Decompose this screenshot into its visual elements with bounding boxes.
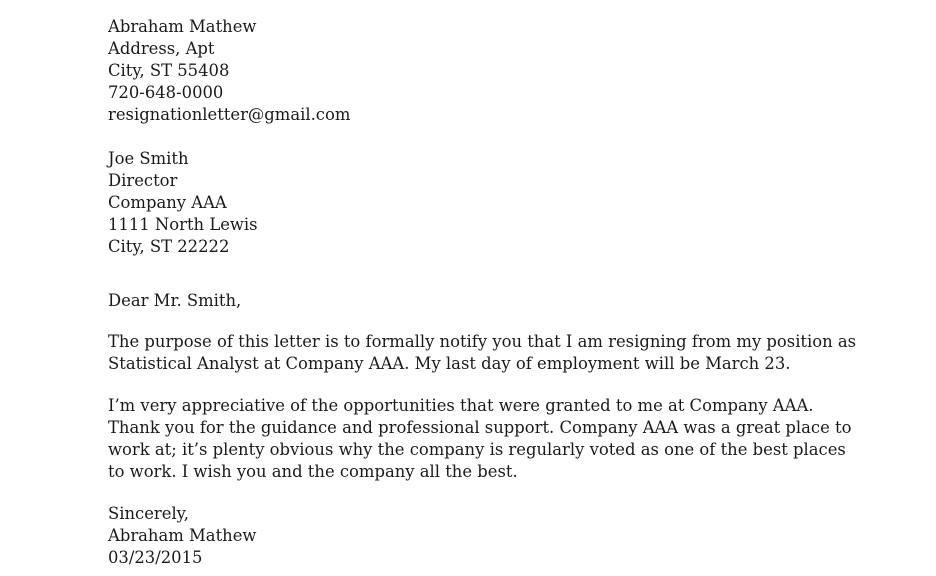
body-paragraph-1 [108,331,857,375]
sender-phone: 720-648-0000 [108,83,224,102]
salutation [108,290,810,312]
recipient-city: City, ST 22222 [108,237,230,256]
sender-address-block [108,16,810,126]
sender-name: Abraham Mathew [108,17,257,36]
paragraph-line: to work. I wish you and the company all the best. [108,462,518,481]
paragraph-line: I’m very appreciative of the opportunities that were granted to me at Company AAA. [108,396,814,415]
sender-city: City, ST 55408 [108,61,230,80]
paragraph-line: work at; it’s plenty obvious why the company is regularly voted as one of the best places [108,440,846,459]
closing-block [108,503,810,569]
recipient-address-block [108,148,810,258]
signature-name: Abraham Mathew [108,526,257,545]
recipient-street: 1111 North Lewis [108,215,258,234]
salutation-text: Dear Mr. Smith, [108,291,242,310]
paragraph-line: Thank you for the guidance and professional support. Company AAA was a great place to [108,418,852,437]
recipient-name: Joe Smith [108,149,189,168]
recipient-company: Company AAA [108,193,227,212]
paragraph-line: Statistical Analyst at Company AAA. My last day of employment will be March 23. [108,354,791,373]
recipient-title: Director [108,171,178,190]
body-paragraph-2 [108,395,852,483]
resignation-letter [108,16,857,569]
letter-date: 03/23/2015 [108,548,203,567]
sender-email: resignationletter@gmail.com [108,105,351,124]
sender-address: Address, Apt [108,39,215,58]
valediction: Sincerely, [108,504,189,523]
paragraph-line: The purpose of this letter is to formally notify you that I am resigning from my position as [108,332,857,351]
